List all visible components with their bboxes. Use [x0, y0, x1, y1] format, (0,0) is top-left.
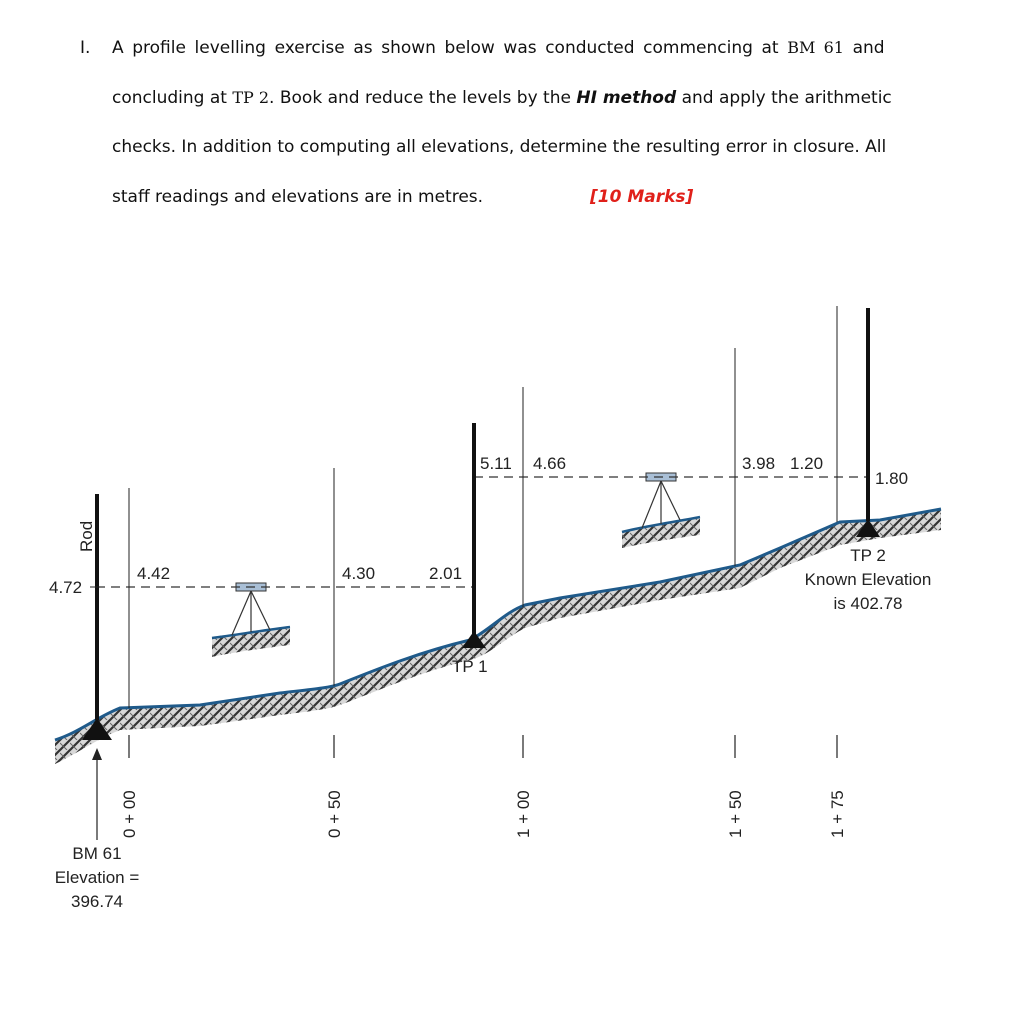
tp-ref: TP 2 — [232, 88, 270, 107]
question-line-4: staff readings and elevations are in metres. — [112, 187, 484, 207]
marks-label: [10 Marks] — [590, 187, 694, 207]
reading-bs-tp1: 5.11 — [480, 454, 512, 473]
reading-1-50: 3.98 — [742, 454, 776, 473]
reading-1-75: 1.20 — [790, 454, 824, 473]
station-1-00: 1 + 00 — [514, 790, 533, 838]
rod-axis-label: Rod — [77, 520, 96, 552]
method-emphasis: HI method — [576, 88, 677, 108]
question-number: I. — [80, 38, 91, 58]
station-1-75: 1 + 75 — [828, 790, 847, 838]
station-0-50: 0 + 50 — [325, 790, 344, 838]
reading-bs-bm61: 4.72 — [49, 578, 83, 597]
station-1-50: 1 + 50 — [726, 790, 745, 838]
bm61-elevation-line2: 396.74 — [71, 892, 123, 911]
reading-fs-tp1: 2.01 — [429, 564, 463, 583]
bm-ref: BM 61 — [787, 38, 844, 57]
bm61-arrow-head — [92, 748, 102, 760]
tp1-label: TP 1 — [452, 657, 488, 676]
question-line-3: checks. In addition to computing all elevations, determine the resulting error in closure. All — [112, 137, 887, 157]
reading-fs-tp2: 1.80 — [875, 469, 909, 488]
reading-1-00: 4.66 — [533, 454, 567, 473]
level-instrument-setup-1 — [232, 583, 270, 635]
question-line-2: concluding at TP 2. Book and reduce the levels by the HI method and apply the arithmetic — [112, 88, 892, 108]
question-line-1: A profile levelling exercise as shown below was conducted commencing at BM 61 and — [112, 38, 885, 58]
tp2-label: TP 2 — [850, 546, 886, 565]
tp2-elevation-line1: Known Elevation — [804, 570, 932, 589]
reading-0-50: 4.30 — [342, 564, 376, 583]
bm61-label: BM 61 — [72, 844, 122, 863]
bm61-elevation-line1: Elevation = — [54, 868, 140, 887]
reading-0-00: 4.42 — [137, 564, 171, 583]
tp2-elevation-line2: is 402.78 — [833, 594, 903, 613]
station-0-00: 0 + 00 — [120, 790, 139, 838]
level-instrument-setup-2 — [642, 473, 680, 528]
ground-hatch — [55, 509, 941, 764]
